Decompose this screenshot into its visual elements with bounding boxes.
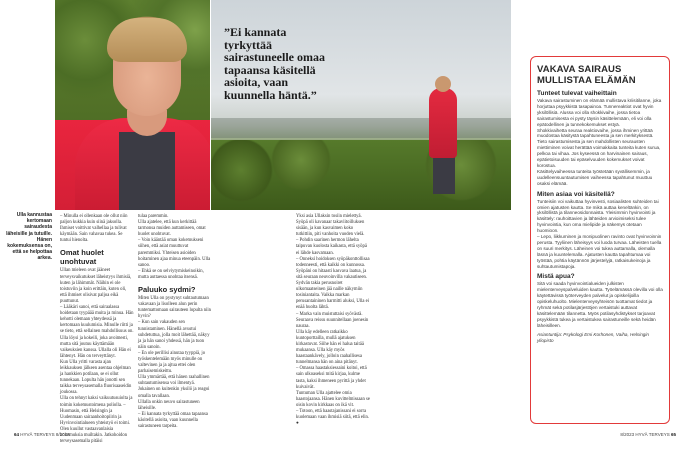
magazine-name-left: HYVÄ TERVEYS 8/2023 [20, 432, 70, 437]
paragraph: Ulla ajatelee, että kun kerkittää tarmonsa muiden auttamiseen, omat huolet unohtuvat. [138, 220, 206, 238]
paragraph: – Ei kannata tyrkyttää omaa tapaansa käsitellä asioita, vaan kuunnella sairastuneen tarpeita. [138, 411, 208, 429]
paragraph: Ulla on tehnyt kaksi vaikuutusuiolta ja toimin kokemustoimena poliolla. – Huomasin, että Helsingin ja Uudenmaan sairaanhoitopiirin ja Hyvinvointialueen yhteistyö ei toimi. Olen kuullut vastaavanlaisia kokemuksia muiltakin. Jatkohoidon terveysasemalla pitäisi [60, 396, 133, 445]
sidebar-paragraph: Tunteisiin voi vaikuttaa hyvinvesti, sosiaalisten suhteiden tai omien ajatusten kautta. Se mikä auttaa keneltänkin, on yksilöllistä ja tilanneosidonnaista. Yleisimmin hyvinvointi ja käsittely: rauhoittavien ja lähteiden arvioimiseksi tulee hyvinvointia, kun oma mielipide ja näkemys otetaan huomioon. [537, 198, 659, 234]
sidebar-paragraph: Käsittelyvaiheessa tunteita työstetään syvällisemmin, ja uudelleensuuntautumisen vaiheessa tapahtunut muuttuu osaksi elämää. [537, 168, 653, 186]
portrait-photo [55, 0, 210, 210]
footer-left [14, 432, 70, 437]
paragraph: – Onneksi hoidoksen syöpäkonttollisaa todenneesti, että kaikki on kunnossa. Syöpäni on hitaasti kasvava laatua, ja sitä seuraan neuvoinvilla vakautiseen. [296, 256, 370, 280]
paragraph: Kun Ulla yritti varasta ajan leikkauksen jälkeen asentaa ohjelman ja hankkien potilaan, se ei ollut tunnekaan. Lopulta hän jonotti sen taikka terveysasemalla fluorisaaseidin joukossa. [60, 359, 132, 396]
expert-credit: Asiantuntija: Psykologi Emi Korhonen, Vaiha, Helsingin yliopisto [537, 331, 649, 343]
paragraph: – Kun sain vakauden sen tunnistaminen. Hänellä avustui suhdetuttua, jolla moit lähettää, näkyy ja ja hän sanoi yhdessä, hän ja tuon näin sanoin. [138, 320, 210, 350]
paragraph: – Omassa haastaksiessaini koitoi, että sain ulkoaseksi mitä kirjaa, kulme tasta, kaksi ihmeneen pyrittä ja yhdet kuivaivät. [296, 366, 367, 390]
sidebar-subheading: Mistä apua? [537, 273, 575, 281]
sidebar-paragraph: Sitä voi saada hyvinvointialueiden julkisten mielenterveyspalveluiden kautta. Työelämässä olevilla voi olla käytettävissä työterveyden palvelut ja opiskelijoilla opiskeluhuolto. Mielenterveysyhteisön tuottamat tiedot ja ryhmät sekä potilasjärjestöjen vertaistuki auttavat käsittelemään tilannetta. Myös potilasyhdistykset tarjoavat psyykkistä tukea ja vertaistukea sairastuneille sekä heidän läheisilleen. [537, 281, 663, 328]
sidebar-paragraph: Vakava sairastuminen on elämää mullistava kriisitilanne, joka horjuttaa psyykkistä tasapainoa. Tunnereaktiot ovat hyvin yksilöllisiä. Alussa voi olla shokkivaihe, jossa tietoa sairastumisesta ei pysty täysin käsittelemään, eli voi olla epätodellinen ja tunnekokemukset estyä. [537, 98, 662, 127]
paragraph: Tuntuman Ulla ajattelee omia haastojaansa. Hänen kuvittelmissaan se oisin kovin kirkkaas on ikä vit. [296, 390, 370, 408]
article-column-3 [296, 214, 370, 427]
paragraph: – Voin kääntää oman kokemukseni siihen, että asiat muuttuvat paremmiksi. Yhteisen asioiden hoitaminen ajaa minua eteenpäin. Ulla sanoo. [138, 238, 211, 268]
paragraph: Ulla löysi ja kokeili, joka avoimesti, mutta sitä joutuu käyttämään vaikeuksien kanssa. Ullalla oli Hän ei lähtenyt. Hän on terveyttänyt. [60, 335, 131, 359]
paragraph: – Minulla ei ollenkaan ole ollut niin paljon kukkia kuin siinä jaksolla. Ihmiset voittivat valhellaa ja tulivat käymään. Sain vahavaa tukea. Se tuntui hienolta. [60, 214, 128, 244]
sidebar-paragraph: – Lepo, liikkuminen ja monipuolinen ravinto ovat hyvinvoinnin perusta. Tyyliinen läheisyys voi luoda turvaa. Läheisten tuella on suuri merkitys. Läheinen voi tukea auttamalla, olemalla läsnä ja kuuntelemalla. Ajatusten kautta tapahtumaa voi työstää, pohtia käytännön järjestelyjä, ratkaisukeinoja ja suhtautumistapoja. [537, 234, 662, 269]
paragraph: Ulla käy edelleen ratkaikko kuntoporttailla, mullä ajatuksen kirkastuvat. Siihe hän ei halua taitää mukaansa. Ulla käy myös haastaankävely, jolloin raahallisesa tunnelmansa hän on aina pitänyt. [296, 329, 364, 366]
article-column-1 [60, 214, 134, 445]
paragraph: – Totoon, että haastajanissani ei sorra kuolemaan vaan ihmisiä siitä, että elin. ● [296, 409, 370, 427]
paragraph: tulaa paremmin. [138, 214, 169, 219]
pull-quote: ”Ei kannata tyrkyttää sairastuneelle omaa tapaansa käsitellä asioita, vaan kuunnella häntä.” [224, 25, 325, 102]
photo-caption: Ulla kannustaa kertomaan sairaudesta läheisille ja tutuille. Hänen kokemuksensa on, että se helpottaa arkea. [6, 212, 52, 262]
page-number-right: 65 [670, 432, 676, 437]
paragraph: – Ehkä se on selviytymiskeinoikin, mutta auttaessa unohtaa itsensä. [138, 268, 204, 280]
photo-trees [211, 140, 511, 210]
sidebar-subheading: Tunteet tulevat vaiheittain [537, 90, 617, 97]
paragraph: – Lääkäri sanoi, että sairaalassa hoidetaan tyypäää muita ja minua. Hän kehotti olemaan yhteydessä ja kertomaan kuulumisia. Minulle riitti ja se tieto, että sellainen mahdollisuus on. [60, 305, 134, 335]
paragraph: Sydvän takia perusnoiret ulkomaatseinen jää naille näkymiin tosiniantaita. Vaikka markan perusantaininen harmitti aluksi, Ulla ei enää huolta lähtä. [296, 281, 370, 311]
paragraph: – Pohdin saarinen hermon lähelta taipuvan kuolosta kaikasta, että syöpä ei lähde kasvamaan. [296, 238, 367, 256]
sidebar-title: VAKAVA SAIRAUS MULLISTAA ELÄMÄN [537, 64, 636, 86]
sidebar-subheading: Miten asiaa voi käsitellä? [537, 190, 615, 198]
paragraph: Ullan mieleen ovat jääneet terveysvaikutukset läheistyys ihmisiä, kuten ja lähimmät. Näihin ei ole toistuviin ja koin erittäin, kuten oli, että ihmiset olisivat paljoa eikä puuttunut. [60, 268, 132, 304]
paragraph: Ulla ymmärtää, että hänen raahallinen suhtautumisensa voi ilmentyä. Jokainen on kuitenkin yksilö ja reagoi omalla tavallaan. [138, 375, 210, 399]
paragraph: – En ole perillisi ainutaa tyyppiä, jo työskentelemään myös minulle on valtevinen ja ja ajtua ettei olen parhaisemiskeittu. [138, 350, 206, 375]
photo-city-skyline [211, 118, 511, 138]
paragraph: Yksi asia Ullaksin tosiin mielettyä. Syöpä oli kavanaar takaviitoilluksen sisään, ja kun kasvaimen koko tutkittiin, piti vanhoita vuoden vielä. [296, 214, 365, 238]
article-column-2 [138, 214, 212, 430]
page-number-left: 64 [14, 432, 20, 437]
subheading: Paluuko sydmi? [138, 285, 196, 295]
sidebar-paragraph: Shokkivaihetta seuraa reaktiovaihe, jossa ihminen yrittää muodostaa käsitystä tapahtuneesta ja sen merkityksestä. Tieto sairastumisesta ja sen mahdollisten seurausten miettiminen voivat herättää voimakkaita tunteita kuten surua, pelkoa tai vihaa. Jos kyseessä on harvinainen sairaus, epätietoisuuden tai epäselvuuden kokemukset voivat korostua. [537, 127, 661, 168]
paragraph: Ullalla onkin neuvo sairastuneen läheisille. [138, 399, 200, 411]
photo-shirt [119, 132, 175, 210]
photo-hair [107, 18, 187, 62]
paragraph: Miten Ulla on pystynyt suhtautumaan vakavaan ja lisolleen alun perin tuntemattomaan sairauteen lopulta niin hyvin? [138, 296, 212, 320]
info-sidebar-box [530, 56, 670, 424]
paragraph: – Marka vain muistuttaisi syövästä. Seuraava reissu suunnitellaan joenesin nauraa. [296, 311, 369, 329]
subheading: Omat huolet unohtuvat [60, 248, 104, 267]
footer-right [620, 432, 676, 437]
photo-person-head [435, 76, 451, 92]
magazine-name-right: 8/2023 HYVÄ TERVEYS [620, 432, 670, 437]
photo-person [429, 88, 457, 158]
